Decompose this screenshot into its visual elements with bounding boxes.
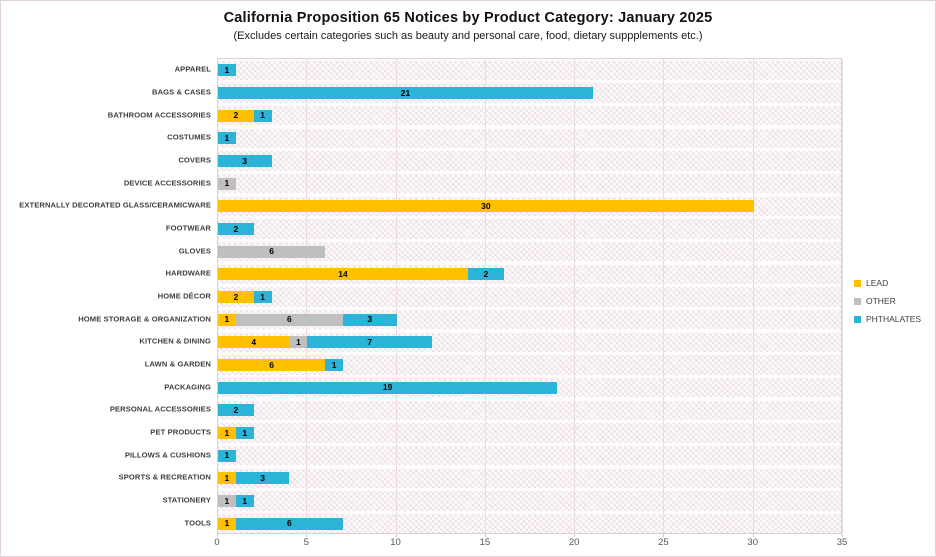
- category-label: STATIONERY: [162, 495, 211, 505]
- bar-segment-phthalates[interactable]: [236, 495, 254, 507]
- value-label: 7: [367, 337, 373, 348]
- gridline: [753, 59, 754, 533]
- value-label: 1: [224, 133, 230, 144]
- plot-row-band: [218, 174, 841, 194]
- x-tick-label: 5: [303, 537, 309, 548]
- bar-segment-phthalates[interactable]: [236, 472, 290, 484]
- plot-row-band: [218, 151, 841, 171]
- bar-row: [218, 64, 236, 76]
- value-label: 2: [233, 405, 239, 416]
- category-label: COVERS: [178, 155, 211, 165]
- plot-row-band: [218, 219, 841, 239]
- bar-segment-phthalates[interactable]: [343, 314, 397, 326]
- bar-row: [218, 178, 236, 190]
- category-label: PILLOWS & CUSHIONS: [124, 450, 211, 460]
- value-label: 6: [269, 359, 274, 370]
- bar-segment-lead[interactable]: [218, 110, 254, 122]
- bar-segment-phthalates[interactable]: [236, 427, 254, 439]
- value-label: 3: [260, 473, 265, 484]
- bar-segment-phthalates[interactable]: [218, 64, 236, 76]
- x-tick-label: 20: [568, 537, 580, 548]
- value-label: 2: [483, 269, 489, 280]
- plot-row-band: [218, 423, 841, 443]
- value-label: 3: [242, 155, 248, 166]
- bar-segment-phthalates[interactable]: [254, 291, 272, 303]
- bar-segment-phthalates[interactable]: [218, 223, 254, 235]
- legend-label: LEAD: [866, 278, 889, 288]
- x-tick-mark: [842, 534, 843, 537]
- value-label: 1: [260, 291, 265, 302]
- bar-row: [218, 200, 754, 212]
- value-label: 2: [233, 291, 239, 302]
- bar-segment-lead[interactable]: [218, 518, 236, 530]
- gridline: [842, 59, 843, 533]
- bar-segment-phthalates[interactable]: [254, 110, 272, 122]
- category-label: KITCHEN & DINING: [139, 336, 211, 346]
- legend-item-phthalates[interactable]: [854, 314, 921, 324]
- bar-segment-other[interactable]: [218, 246, 325, 258]
- bar-segment-phthalates[interactable]: [218, 382, 557, 394]
- value-label: 1: [224, 518, 230, 529]
- category-label: DEVICE ACCESSORIES: [123, 178, 211, 188]
- category-label: GLOVES: [178, 246, 211, 256]
- value-label: 3: [367, 314, 373, 325]
- chart-title: California Proposition 65 Notices by Product Category: January 2025: [223, 10, 713, 26]
- bar-segment-lead[interactable]: [218, 472, 236, 484]
- x-tick-label: 10: [390, 537, 401, 548]
- value-label: 6: [287, 314, 292, 325]
- value-label: 2: [233, 223, 239, 234]
- gridline: [574, 59, 575, 533]
- value-label: 1: [224, 314, 230, 325]
- value-label: 1: [224, 473, 230, 484]
- plot-row-band: [218, 491, 841, 511]
- bar-segment-lead[interactable]: [218, 314, 236, 326]
- x-tick-label: 15: [479, 537, 491, 548]
- bar-row: [218, 336, 432, 348]
- category-label: LAWN & GARDEN: [144, 359, 211, 369]
- plot-row-band: [218, 401, 841, 421]
- value-label: 4: [251, 337, 257, 348]
- value-label: 30: [481, 201, 491, 212]
- value-label: 1: [260, 110, 265, 121]
- value-label: 1: [331, 359, 337, 370]
- bar-segment-lead[interactable]: [218, 359, 325, 371]
- bar-segment-phthalates[interactable]: [468, 268, 504, 280]
- bar-row: [218, 110, 272, 122]
- plot-area: [217, 58, 842, 534]
- bar-row: [218, 359, 343, 371]
- bar-segment-other[interactable]: [289, 336, 307, 348]
- category-label: HOME DÉCOR: [157, 291, 211, 301]
- gridline: [306, 59, 307, 533]
- bar-segment-lead[interactable]: [218, 336, 289, 348]
- bar-segment-phthalates[interactable]: [218, 450, 236, 462]
- gridline: [663, 59, 664, 533]
- category-label: HARDWARE: [165, 268, 211, 278]
- bar-row: [218, 132, 236, 144]
- bar-row: [218, 450, 236, 462]
- plot-row-band: [218, 287, 841, 307]
- bar-row: [218, 268, 504, 280]
- legend-item-other[interactable]: [854, 296, 921, 306]
- legend-label: OTHER: [866, 296, 896, 306]
- bar-segment-phthalates[interactable]: [218, 132, 236, 144]
- bar-segment-phthalates[interactable]: [307, 336, 432, 348]
- x-tick-mark: [574, 534, 575, 537]
- category-label: TOOLS: [184, 518, 211, 528]
- x-tick-label: 30: [747, 537, 758, 548]
- y-axis-category-labels: [1, 58, 211, 534]
- legend-item-lead[interactable]: [854, 278, 921, 288]
- bar-segment-phthalates[interactable]: [218, 404, 254, 416]
- x-tick-label: 25: [658, 537, 669, 548]
- legend-label: PHTHALATES: [866, 314, 922, 324]
- bar-row: [218, 472, 289, 484]
- value-label: 1: [224, 450, 230, 461]
- x-tick-mark: [663, 534, 664, 537]
- x-tick-mark: [753, 534, 754, 537]
- legend-swatch-phthalates: [854, 316, 861, 323]
- value-label: 1: [242, 495, 248, 506]
- x-tick-mark: [306, 534, 307, 537]
- bar-segment-phthalates[interactable]: [218, 155, 272, 167]
- value-label: 1: [242, 427, 248, 438]
- bar-segment-lead[interactable]: [218, 268, 468, 280]
- value-label: 1: [224, 427, 230, 438]
- plot-row-band: [218, 446, 841, 466]
- value-label: 1: [224, 495, 230, 506]
- bar-segment-other[interactable]: [236, 314, 343, 326]
- category-label: APPAREL: [174, 64, 211, 74]
- bar-row: [218, 155, 272, 167]
- x-tick-mark: [217, 534, 218, 537]
- plot-row-band: [218, 106, 841, 126]
- bar-row: [218, 382, 557, 394]
- bar-row: [218, 87, 593, 99]
- bar-segment-phthalates[interactable]: [325, 359, 343, 371]
- category-label: PET PRODUCTS: [150, 427, 211, 437]
- category-label: BATHROOM ACCESSORIES: [107, 110, 211, 120]
- category-label: SPORTS & RECREATION: [118, 472, 211, 482]
- category-label: PERSONAL ACCESSORIES: [109, 404, 211, 414]
- bar-segment-lead[interactable]: [218, 200, 754, 212]
- bar-row: [218, 246, 325, 258]
- plot-row-band: [218, 469, 841, 489]
- bar-row: [218, 427, 254, 439]
- category-label: EXTERNALLY DECORATED GLASS/CERAMICWARE: [19, 200, 211, 210]
- value-label: 1: [295, 337, 301, 348]
- value-label: 21: [400, 87, 411, 98]
- plot-row-band: [218, 61, 841, 81]
- category-label: PACKAGING: [164, 382, 211, 392]
- bar-segment-other[interactable]: [218, 178, 236, 190]
- legend-swatch-lead: [854, 280, 861, 287]
- gridline: [396, 59, 397, 533]
- bar-row: [218, 314, 397, 326]
- x-tick-mark: [396, 534, 397, 537]
- x-tick-label: 35: [836, 537, 848, 548]
- category-label: FOOTWEAR: [165, 223, 211, 233]
- value-label: 2: [233, 110, 239, 121]
- bar-segment-lead[interactable]: [218, 427, 236, 439]
- legend-swatch-other: [854, 298, 861, 305]
- value-label: 14: [338, 269, 348, 280]
- value-label: 1: [224, 65, 230, 76]
- bar-row: [218, 223, 254, 235]
- category-label: HOME STORAGE & ORGANIZATION: [78, 314, 211, 324]
- legend: [854, 278, 921, 324]
- bar-row: [218, 495, 254, 507]
- bar-segment-phthalates[interactable]: [218, 87, 593, 99]
- value-label: 6: [269, 246, 274, 257]
- bar-segment-phthalates[interactable]: [236, 518, 343, 530]
- chart-subtitle: (Excludes certain categories such as beauty and personal care, food, dietary suppplements etc.): [233, 30, 703, 42]
- value-label: 1: [224, 178, 230, 189]
- x-tick-label: 0: [214, 537, 220, 548]
- plot-row-band: [218, 129, 841, 149]
- category-label: COSTUMES: [167, 132, 211, 142]
- x-axis: [214, 537, 848, 551]
- value-label: 19: [382, 382, 393, 393]
- bar-segment-lead[interactable]: [218, 291, 254, 303]
- x-tick-mark: [485, 534, 486, 537]
- category-label: BAGS & CASES: [151, 87, 211, 97]
- bar-row: [218, 291, 272, 303]
- bar-row: [218, 518, 343, 530]
- bar-row: [218, 404, 254, 416]
- value-label: 6: [287, 518, 292, 529]
- bar-segment-other[interactable]: [218, 495, 236, 507]
